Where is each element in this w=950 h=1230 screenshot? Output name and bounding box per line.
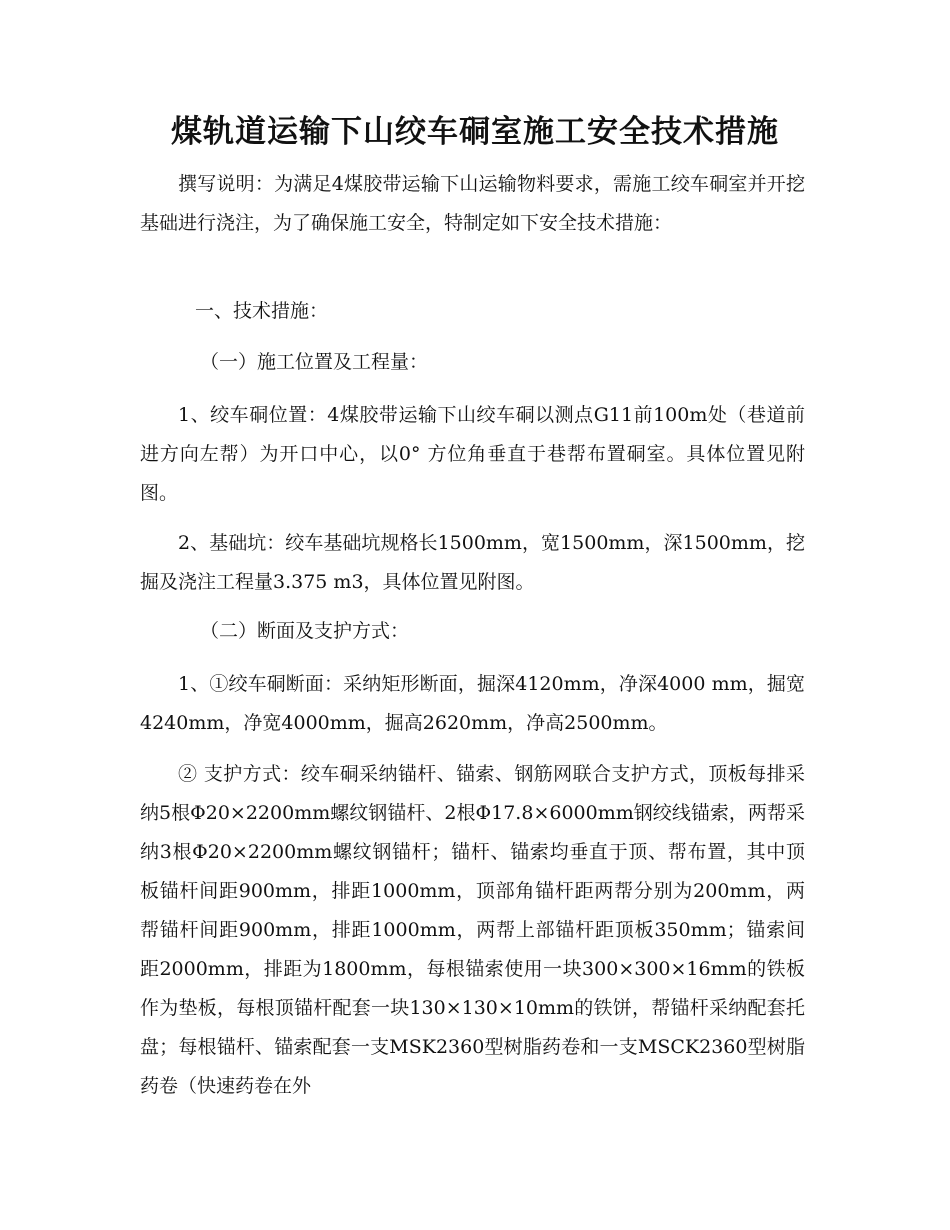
paragraph-chamber-section: 1、①绞车硐断面：采纳矩形断面，掘深4120mm，净深4000 mm，掘宽4240mm，净宽4000mm，掘高2620mm，净高2500mm。	[140, 673, 805, 734]
paragraph-support-method: ② 支护方式：绞车硐采纳锚杆、锚索、钢筋网联合支护方式，顶板每排采纳5根Φ20×2200mm螺纹钢锚杆、2根Φ17.8×6000mm钢绞线锚索，两帮采纳3根Φ20×2200mm螺纹钢锚杆；锚杆、锚索均垂直于顶、帮布置，其中顶板锚杆间距900mm，排距1000mm，顶部角锚杆距两帮分别为200mm，两帮锚杆间距900mm，排距1000mm，两帮上部锚杆距顶板350mm；锚索间距2000mm，排距为1800mm，每根锚索使用一块300×300×16mm的铁板作为垫板，每根顶锚杆配套一块130×130×10mm的铁饼，帮锚杆采纳配套托盘；每根锚杆、锚索配套一支MSK2360型树脂药卷和一支MSCK2360型树脂药卷（快速药卷在外	[140, 763, 805, 1097]
subsection-heading-section-support: （二）断面及支护方式：	[200, 620, 410, 642]
document-title: 煤轨道运输下山绞车硐室施工安全技术措施	[171, 114, 779, 150]
paragraph-winch-chamber-location: 1、绞车硐位置：4煤胶带运输下山绞车硐以测点G11前100m处（巷道前进方向左帮）为开口中心，以0° 方位角垂直于巷帮布置硐室。具体位置见附图。	[140, 404, 805, 504]
section-heading-technical-measures: 一、技术措施：	[195, 300, 329, 322]
paragraph-foundation-pit: 2、基础坑：绞车基础坑规格长1500mm，宽1500mm，深1500mm，挖掘及浇注工程量3.375 m3，具体位置见附图。	[140, 532, 805, 593]
intro-paragraph: 撰写说明：为满足4煤胶带运输下山运输物料要求，需施工绞车硐室并开挖基础进行浇注，为了确保施工安全，特制定如下安全技术措施：	[140, 173, 805, 234]
subsection-heading-location-quantity: （一）施工位置及工程量：	[200, 351, 429, 373]
